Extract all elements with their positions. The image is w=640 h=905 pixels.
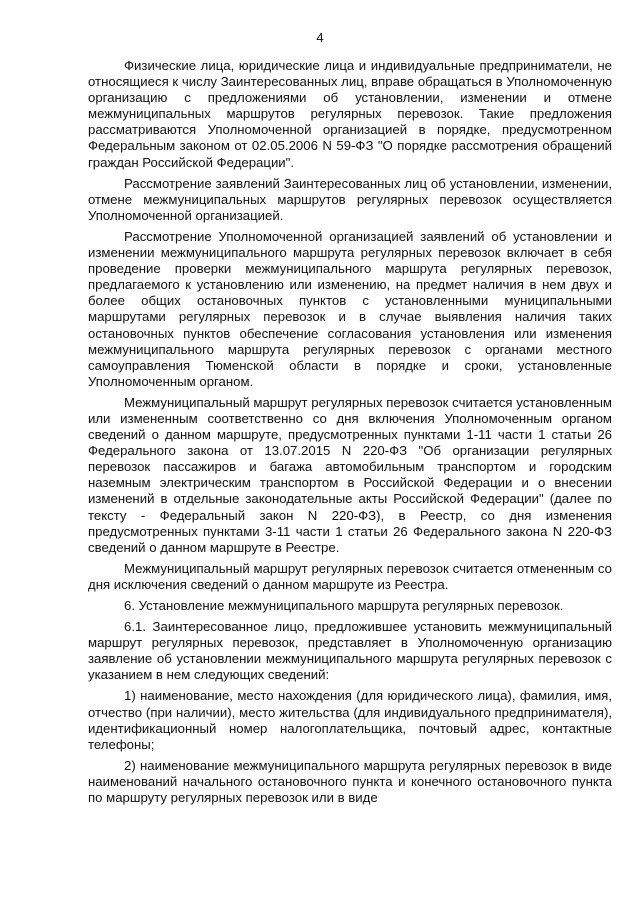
paragraph-review-responsibility: Рассмотрение заявлений Заинтересованных лиц об установлении, изменении, отмене межмуниципальных маршрутов регулярных перевозок осуществляется Уполномоченной организацией. bbox=[88, 175, 612, 223]
page-number: 4 bbox=[316, 30, 324, 45]
list-item-1: 1) наименование, место нахождения (для юридического лица), фамилия, имя, отчество (при наличии), место жительства (для индивидуального предпринимателя), идентификационный номер налогоплательщика, почтовый адрес, контактные телефоны; bbox=[88, 688, 612, 752]
paragraph-6-1: 6.1. Заинтересованное лицо, предложившее установить межмуниципальный маршрут регулярных перевозок, представляет в Уполномоченную организацию заявление об установлении межмуниципального маршрута регулярных перевозок с указанием в нем следующих сведений: bbox=[88, 619, 612, 683]
paragraph-route-cancelled: Межмуниципальный маршрут регулярных перевозок считается отмененным со дня исключения сведений о данном маршруте из Реестра. bbox=[88, 560, 612, 592]
list-item-2: 2) наименование межмуниципального маршрута регулярных перевозок в виде наименований начального остановочного пункта и конечного остановочного пункта по маршруту регулярных перевозок или в виде bbox=[88, 757, 612, 806]
paragraph-review-procedure: Рассмотрение Уполномоченной организацией заявлений об установлении и изменении межмуниципального маршрута регулярных перевозок включает в себя проведение проверки межмуниципального маршрута регулярных перевозок, предлагаемого к установлению или изменению, на предмет наличия в нем двух и более общих остановочных пунктов с установленными муниципальными маршрутами регулярных перевозок и в случае выявления наличия таких остановочных пунктов обеспечение согласования установления или изменения межмуниципального маршрута регулярных перевозок с органами местного самоуправления Тюменской области в порядке и сроки, установленные Уполномоченным органом. bbox=[88, 228, 612, 389]
section-heading-6: 6. Установление межмуниципального маршрута регулярных перевозок. bbox=[124, 598, 564, 613]
paragraph-public-proposals: Физические лица, юридические лица и индивидуальные предприниматели, не относящиеся к числу Заинтересованных лиц, вправе обращаться в Уполномоченную организацию с предложениями об установлении, изменении и отмене межмуниципальных маршрутов регулярных перевозок. Такие предложения рассматриваются Уполномоченной организацией в порядке, предусмотренном Федеральным законом от 02.05.2006 N 59-ФЗ "О порядке рассмотрения обращений граждан Российской Федерации". bbox=[88, 58, 612, 170]
paragraph-route-established: Межмуниципальный маршрут регулярных перевозок считается установленным или измененным соответственно со дня включения Уполномоченным органом сведений о данном маршруте, предусмотренных пунктами 1-11 части 1 статьи 26 Федерального закона от 13.07.2015 N 220-ФЗ "Об организации регулярных перевозок пассажиров и багажа автомобильным транспортом и городским наземным электрическим транспортом в Российской Федерации и о внесении изменений в отдельные законодательные акты Российской Федерации" (далее по тексту - Федеральный закон N 220-ФЗ), в Реестр, со дня изменения предусмотренных пунктами 3-11 части 1 статьи 26 Федерального закона N 220-ФЗ сведений о данном маршруте в Реестре. bbox=[88, 394, 612, 555]
document-body bbox=[88, 58, 612, 811]
